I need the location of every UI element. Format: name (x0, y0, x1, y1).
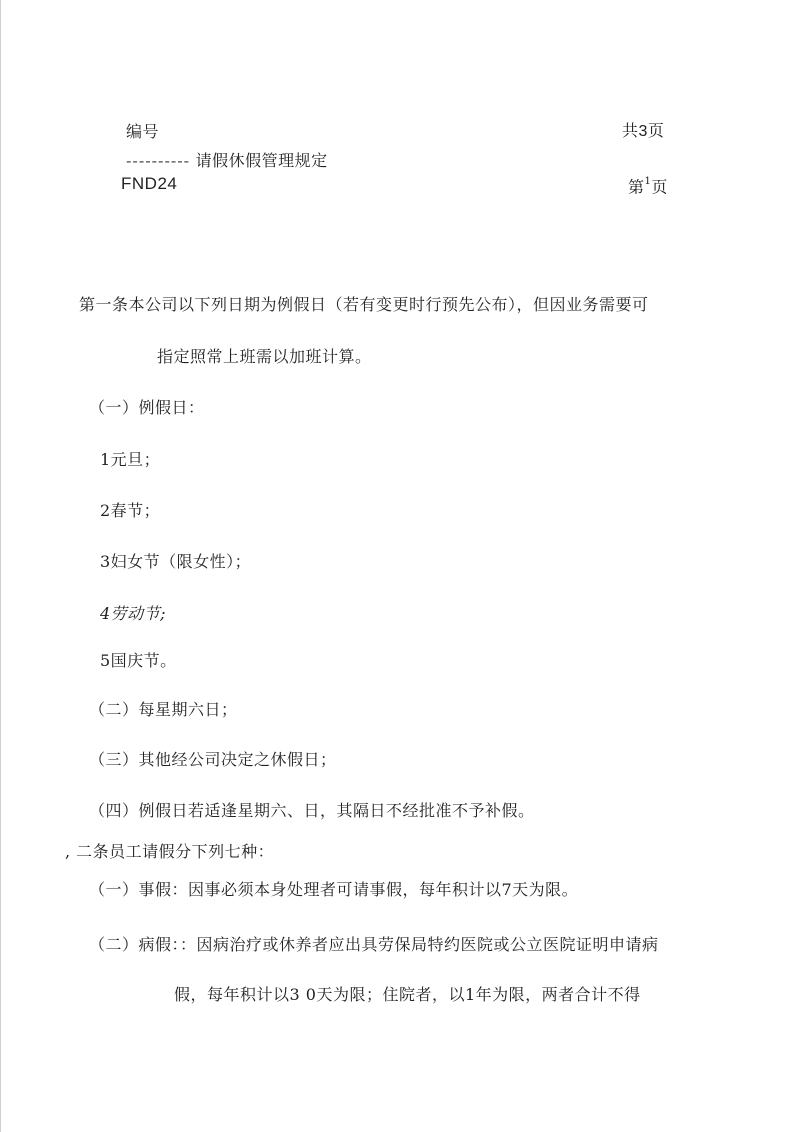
leave-type-2-line-1: （二）病假：：因病治疗或休养者应出具劳保局特约医院或公立医院证明申请病 (89, 935, 659, 954)
page-prefix: 第 (628, 177, 645, 197)
section-1: （一）例假日： (89, 398, 205, 417)
code-label: 编号 (126, 122, 160, 141)
doc-title: 请假休假管理规定 (195, 151, 328, 170)
page-left-border (0, 0, 1, 1132)
leave-type-2-line-2: 假，每年积计以3 0天为限；住院者，以1年为限，两者合计不得 (174, 985, 641, 1004)
holiday-item-2: 2春节； (100, 501, 161, 520)
holiday-item-4: 4劳动节; (100, 604, 167, 623)
holiday-item-3: 3妇女节（限女性）； (100, 552, 252, 571)
article-2: , 二条员工请假分下列七种： (65, 842, 275, 861)
holiday-item-5: 5国庆节。 (100, 651, 177, 670)
doc-code: FND24 (121, 174, 178, 193)
page-number (628, 174, 668, 197)
section-4: （四）例假日若适逢星期六、日，其隔日不经批准不予补假。 (89, 801, 535, 820)
article-1-line-2: 指定照常上班需以加班计算。 (157, 347, 372, 366)
total-pages: 共3页 (622, 123, 665, 140)
holiday-item-1: 1元旦； (100, 450, 161, 469)
article-1-line-1: 第一条本公司以下列日期为例假日（若有变更时行预先公布），但因业务需要可 (79, 295, 649, 314)
title-dashes: ---------- (126, 151, 191, 170)
section-3: （三）其他经公司决定之休假日； (89, 750, 337, 769)
page-suffix: 页 (651, 177, 668, 197)
doc-title-line (126, 151, 328, 171)
leave-type-1: （一）事假：因事必须本身处理者可请事假，每年积计以7天为限。 (89, 880, 579, 899)
section-2: （二）每星期六日； (89, 700, 238, 719)
page-num: 1 (644, 176, 652, 187)
